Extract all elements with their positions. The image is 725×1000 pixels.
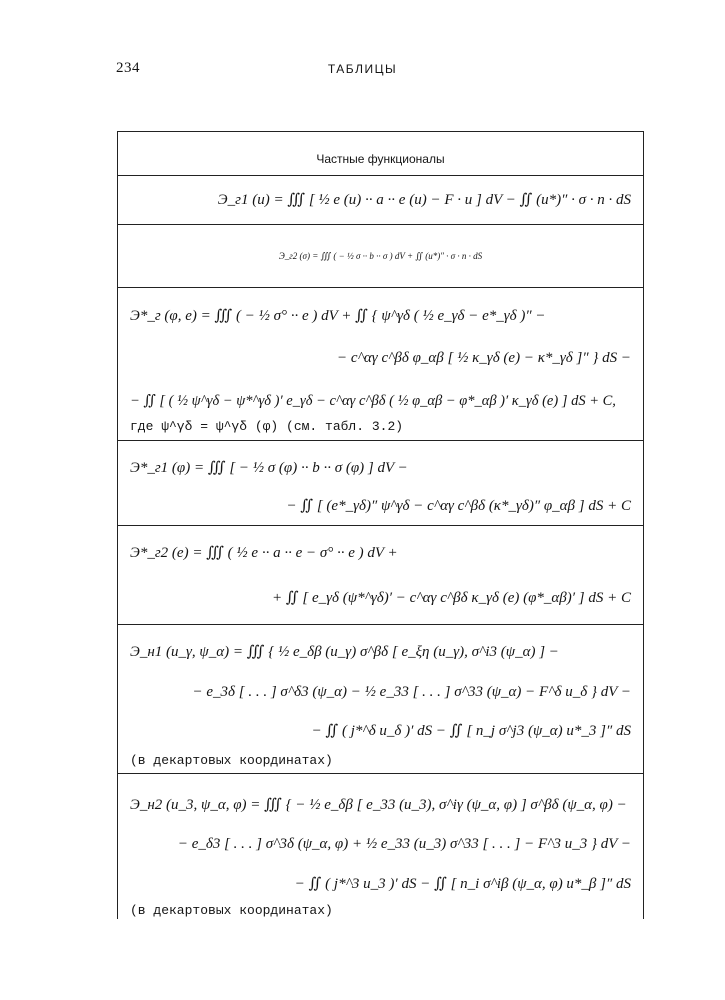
formula-line: Э*_г2 (e) = ∭ ( ½ e ·· a ·· e − σ° ·· e ) dV + [130,545,398,561]
table-row [118,176,643,225]
formula-line: − e_δ3 [ . . . ] σ^3δ (ψ_α, φ) + ½ e_33 (u_3) σ^33 [ . . . ] − F^3 u_3 } dV − [177,836,631,852]
formula-line: Э_н2 (u_3, ψ_α, φ) = ∭ { − ½ e_δβ [ e_33 (u_3), σ^iγ (ψ_α, φ) ] σ^βδ (ψ_α, φ) − [130,797,627,813]
table-note: (в декартовых координатах) [130,753,333,768]
formula-line: Э*_г (φ, e) = ∭ ( − ½ σ° ·· e ) dV + ∬ { ψ^γδ ( ½ e_γδ − e*_γδ )″ − [130,308,546,324]
page-number: 234 [116,60,140,76]
functionals-table [117,131,644,919]
table-row [118,288,643,441]
table-caption: Частные функционалы [316,152,445,166]
table-note: (в декартовых координатах) [130,903,333,918]
formula-line: Э_г1 (u) = ∭ [ ½ e (u) ·· a ·· e (u) − F · u ] dV − ∬ (u*)″ · σ · n · dS [217,192,631,208]
table-caption-row [118,132,643,176]
formula-line: − c^αγ c^βδ φ_αβ [ ½ κ_γδ (e) − κ*_γδ ]″ } dS − [337,350,631,366]
formula-line: + ∬ [ e_γδ (ψ*^γδ)′ − c^αγ c^βδ κ_γδ (e) (φ*_αβ)′ ] dS + C [271,590,631,606]
table-row [118,526,643,625]
formula-line: − ∬ [ (e*_γδ)″ ψ^γδ − c^αγ c^βδ (κ*_γδ)″ φ_αβ ] dS + C [286,498,631,514]
formula-line: Э_н1 (u_γ, ψ_α) = ∭ { ½ e_δβ (u_γ) σ^βδ [ e_ξη (u_γ), σ^i3 (ψ_α) ] − [130,644,559,660]
table-row [118,441,643,526]
table-row [118,774,643,919]
formula-line: − ∬ ( j*^3 u_3 )′ dS − ∬ [ n_i σ^iβ (ψ_α, φ) u*_β ]″ dS [294,876,631,892]
formula-line: − ∬ ( j*^δ u_δ )′ dS − ∬ [ n_j σ^j3 (ψ_α) u*_3 ]″ dS [311,723,631,739]
running-head: ТАБЛИЦЫ [327,62,398,76]
table-row [118,625,643,774]
table-note: где ψ^γδ = ψ^γδ (φ) (см. табл. 3.2) [130,419,404,434]
table-row [118,225,643,288]
formula-line: − ∬ [ ( ½ ψ^γδ − ψ*^γδ )′ e_γδ − c^αγ c^βδ ( ½ φ_αβ − φ*_αβ )′ κ_γδ (e) ] dS + C, [130,393,616,409]
formula-line: Э_г2 (σ) = ∭ ( − ½ σ ·· b ·· σ ) dV + ∬ (u*)″ · σ · n · dS [278,251,483,261]
formula-line: − e_3δ [ . . . ] σ^δ3 (ψ_α) − ½ e_33 [ . . . ] σ^33 (ψ_α) − F^δ u_δ } dV − [192,684,631,700]
formula-line: Э*_г1 (φ) = ∭ [ − ½ σ (φ) ·· b ·· σ (φ) ] dV − [130,460,408,476]
